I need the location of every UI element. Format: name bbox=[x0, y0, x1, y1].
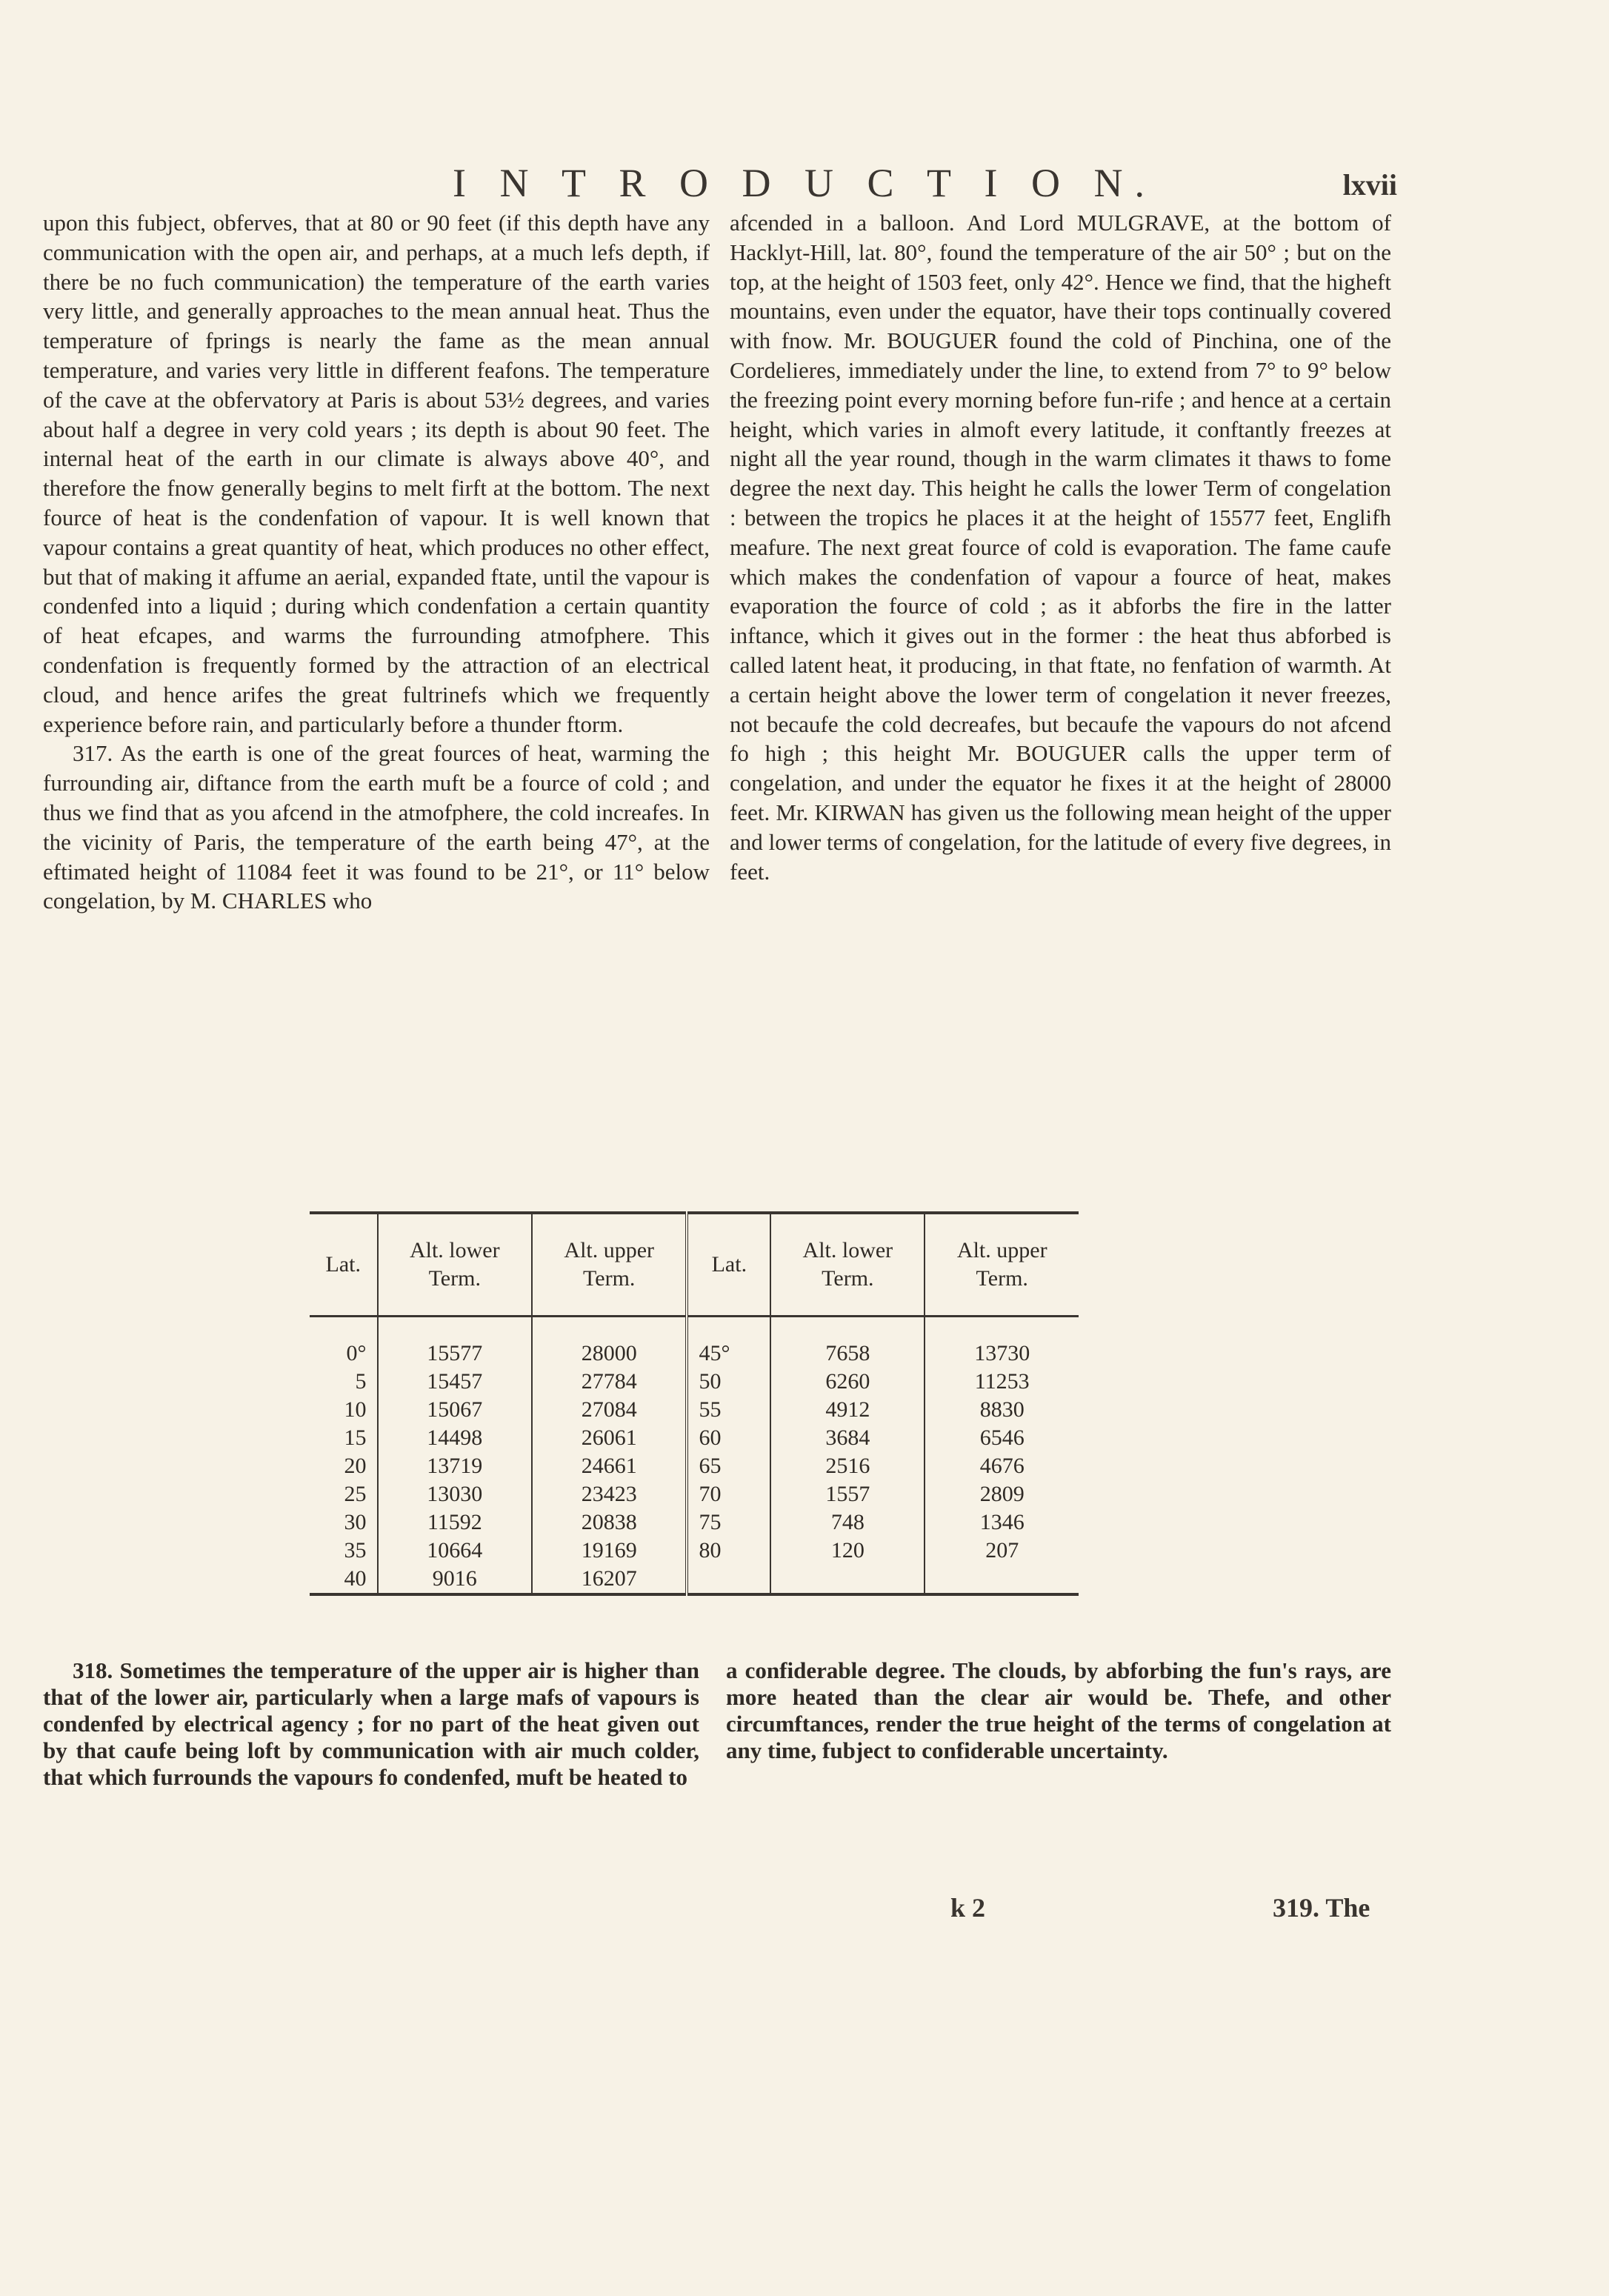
table-cell: 0° bbox=[346, 1341, 367, 1365]
table-cell: 40 bbox=[344, 1566, 367, 1591]
table-cell: 20838 bbox=[532, 1508, 687, 1537]
table-row bbox=[310, 1368, 1079, 1396]
table-cell: 75 bbox=[687, 1508, 770, 1537]
catchword: 319. The bbox=[1273, 1893, 1370, 1923]
col-header-lower: Alt. lower Term. bbox=[378, 1213, 532, 1317]
right-column-bottom bbox=[726, 1657, 1391, 1764]
table-row bbox=[310, 1537, 1079, 1565]
table-cell bbox=[925, 1565, 1079, 1594]
page-number: lxvii bbox=[1342, 168, 1397, 202]
table-cell: 19169 bbox=[532, 1537, 687, 1565]
table-cell bbox=[687, 1565, 770, 1594]
col-header-lat: Lat. bbox=[687, 1213, 770, 1317]
table-row bbox=[310, 1424, 1079, 1452]
table-cell: 10664 bbox=[378, 1537, 532, 1565]
table-cell: 5 bbox=[355, 1369, 367, 1394]
right-column-top bbox=[730, 208, 1391, 886]
table-cell: 11253 bbox=[925, 1368, 1079, 1396]
running-head: I N T R O D U C T I O N. bbox=[452, 161, 1157, 205]
table-cell: 7658 bbox=[770, 1317, 925, 1368]
table-cell: 65 bbox=[687, 1452, 770, 1480]
table-cell: 13719 bbox=[378, 1452, 532, 1480]
paragraph-317: 317. As the earth is one of the great fources of heat, warming the furrounding air, diftance from the earth muft be a fource of cold ; and thus we find that as you afcend in the atmofphere, the cold increafes. In the vicinity of Paris, the temperature of the earth being 47°, at the eftimated height of 11084 feet it was found to be 21°, or 11° below congelation, by M. CHARLES who bbox=[43, 740, 710, 914]
col-header-lower: Alt. lower Term. bbox=[770, 1213, 925, 1317]
table-cell: 15577 bbox=[378, 1317, 532, 1368]
table-cell: 70 bbox=[687, 1480, 770, 1508]
table-cell: 15457 bbox=[378, 1368, 532, 1396]
table-row bbox=[310, 1565, 1079, 1594]
table-cell: 50 bbox=[687, 1368, 770, 1396]
table-cell: 4912 bbox=[770, 1396, 925, 1424]
table-cell: 25 bbox=[344, 1482, 367, 1506]
table-cell: 16207 bbox=[532, 1565, 687, 1594]
signature-mark: k 2 bbox=[950, 1893, 986, 1923]
table-cell: 9016 bbox=[378, 1565, 532, 1594]
table-row bbox=[310, 1480, 1079, 1508]
table-cell: 3684 bbox=[770, 1424, 925, 1452]
table-row bbox=[310, 1452, 1079, 1480]
col-header-upper: Alt. upper Term. bbox=[532, 1213, 687, 1317]
paragraph: upon this fubject, obferves, that at 80 or 90 feet (if this depth have any communication with the open air, and perhaps, at a much lefs depth, if there be no fuch communication) the temperature of the earth varies very little, and generally approaches to the mean annual heat. Thus the temperature of fprings is nearly the fame as the mean annual temperature, and varies very little in different feafons. The temperature of the cave at the obfervatory at Paris is about 53½ degrees, and varies about half a degree in very cold years ; its depth is about 90 feet. The internal heat of the earth in our climate is always above 40°, and therefore the fnow generally begins to melt firft at the bottom. The next fource of heat is the condenfation of vapour. It is well known that vapour contains a great quantity of heat, which produces no other effect, but that of making it affume an aerial, expanded ftate, until the vapour is condenfed into a liquid ; during which condenfation a certain quantity of heat efcapes, and warms the furrounding atmofphere. This condenfation is frequently formed by the attraction of an electrical cloud, and hence arifes the great fultrinefs which we frequently experience before rain, and particularly before a thunder ftorm. bbox=[43, 210, 710, 737]
table-cell bbox=[770, 1565, 925, 1594]
table-row bbox=[310, 1396, 1079, 1424]
table-cell: 748 bbox=[770, 1508, 925, 1537]
table-cell: 10 bbox=[344, 1397, 367, 1422]
table-cell: 13030 bbox=[378, 1480, 532, 1508]
table-row bbox=[310, 1317, 1079, 1368]
table-cell: 27084 bbox=[532, 1396, 687, 1424]
table-cell: 4676 bbox=[925, 1452, 1079, 1480]
col-header-lat: Lat. bbox=[310, 1213, 378, 1317]
table-cell: 45° bbox=[687, 1317, 770, 1368]
table-cell: 13730 bbox=[925, 1317, 1079, 1368]
paragraph: a confiderable degree. The clouds, by abforbing the fun's rays, are more heated than the clear air would be. Thefe, and other circumftances, render the true height of the terms of congelation at any time, fubject to confiderable uncertainty. bbox=[726, 1657, 1391, 1763]
table-row bbox=[310, 1508, 1079, 1537]
table-cell: 15 bbox=[344, 1425, 367, 1450]
table-cell: 8830 bbox=[925, 1396, 1079, 1424]
col-header-upper: Alt. upper Term. bbox=[925, 1213, 1079, 1317]
table-cell: 2809 bbox=[925, 1480, 1079, 1508]
table-cell: 23423 bbox=[532, 1480, 687, 1508]
table-cell: 55 bbox=[687, 1396, 770, 1424]
table-cell: 14498 bbox=[378, 1424, 532, 1452]
table-header-row bbox=[310, 1213, 1079, 1317]
left-column-bottom bbox=[43, 1657, 699, 1791]
paragraph: afcended in a balloon. And Lord MULGRAVE, at the bottom of Hacklyt-Hill, lat. 80°, found the temperature of the air 50° ; but on the top, at the height of 1503 feet, only 42°. Hence we find, that the higheft mountains, even under the equator, have their tops continually covered with fnow. Mr. BOUGUER found the cold of Pinchina, one of the Cordelieres, immediately under the line, to extend from 7° to 9° below the freezing point every morning before fun-rife ; and hence at a certain height, which varies in almoft every latitude, it conftantly freezes at night all the year round, though in the warm climates it thaws to fome degree the next day. This height he calls the lower Term of congelation : between the tropics he places it at the height of 15577 feet, Englifh meafure. The next great fource of cold is evaporation. The fame caufe which makes the condenfation of vapour a fource of heat, makes evaporation the fource of cold ; as it abforbs the fire in the latter inftance, which it gives out in the former : the heat thus abforbed is called latent heat, it producing, in that ftate, no fenfation of warmth. At a certain height above the lower term of congelation it never freezes, not becaufe the cold decreafes, but becaufe the vapours do not afcend fo high ; this height Mr. BOUGUER calls the upper term of congelation, and under the equator he fixes it at the height of 28000 feet. Mr. KIRWAN has given us the following mean height of the upper and lower terms of congelation, for the latitude of every five degrees, in feet. bbox=[730, 210, 1391, 885]
table-cell: 15067 bbox=[378, 1396, 532, 1424]
table-cell: 35 bbox=[344, 1538, 367, 1563]
table-cell: 120 bbox=[770, 1537, 925, 1565]
table-cell: 1346 bbox=[925, 1508, 1079, 1537]
table-cell: 60 bbox=[687, 1424, 770, 1452]
table-cell: 28000 bbox=[532, 1317, 687, 1368]
paragraph-318: 318. Sometimes the temperature of the upper air is higher than that of the lower air, particularly when a large mafs of vapours is condenfed by electrical agency ; for no part of the heat given out by that caufe being loft by communication with air much colder, that which furrounds the vapours fo condenfed, muft be heated to bbox=[43, 1657, 699, 1790]
table-cell: 11592 bbox=[378, 1508, 532, 1537]
table-cell: 1557 bbox=[770, 1480, 925, 1508]
left-column-top bbox=[43, 208, 710, 916]
table-cell: 207 bbox=[925, 1537, 1079, 1565]
table-cell: 20 bbox=[344, 1454, 367, 1478]
congelation-table bbox=[310, 1211, 1079, 1596]
table-cell: 2516 bbox=[770, 1452, 925, 1480]
table-cell: 27784 bbox=[532, 1368, 687, 1396]
table-cell: 6546 bbox=[925, 1424, 1079, 1452]
table-cell: 26061 bbox=[532, 1424, 687, 1452]
table-cell: 24661 bbox=[532, 1452, 687, 1480]
table-cell: 80 bbox=[687, 1537, 770, 1565]
table-cell: 6260 bbox=[770, 1368, 925, 1396]
table-cell: 30 bbox=[344, 1510, 367, 1534]
